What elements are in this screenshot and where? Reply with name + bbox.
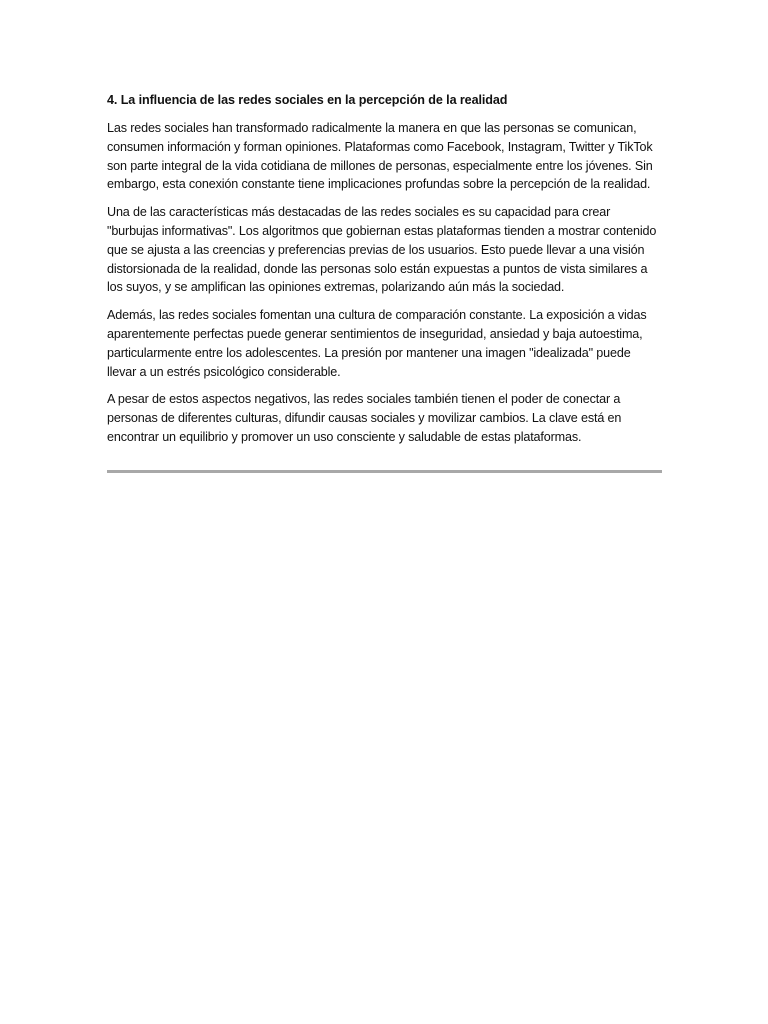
horizontal-divider [107,470,662,473]
paragraph-2: Una de las características más destacadas de las redes sociales es su capacidad para crear "burbujas informativas". Los algoritmos que gobiernan estas plataformas tienden a mostrar contenido que se ajusta a las creencias y preferencias previas de los usuarios. Esto puede llevar a una visión distorsionada de la realidad, donde las personas solo están expuestas a puntos de vista similares a los suyos, y se amplifican las opiniones extremas, polarizando aún más la sociedad. [107,205,657,295]
paragraph-3: Además, las redes sociales fomentan una cultura de comparación constante. La exposición a vidas aparentemente perfectas puede generar sentimientos de inseguridad, ansiedad y baja autoestima, particularmente entre los adolescentes. La presión por mantener una imagen "idealizada" puede llevar a un estrés psicológico considerable. [107,308,647,379]
paragraph-4: A pesar de estos aspectos negativos, las redes sociales también tienen el poder de conectar a personas de diferentes culturas, difundir causas sociales y movilizar cambios. La clave está en encontrar un equilibrio y promover un uso consciente y saludable de estas plataformas. [107,392,622,444]
section-heading: 4. La influencia de las redes sociales en la percepción de la realidad [107,93,508,107]
document-page [107,92,663,473]
paragraph-1: Las redes sociales han transformado radicalmente la manera en que las personas se comunican, consumen información y forman opiniones. Plataformas como Facebook, Instagram, Twitter y TikTok son parte integral de la vida cotidiana de millones de personas, especialmente entre los jóvenes. Sin embargo, esta conexión constante tiene implicaciones profundas sobre la percepción de la realidad. [107,121,653,192]
